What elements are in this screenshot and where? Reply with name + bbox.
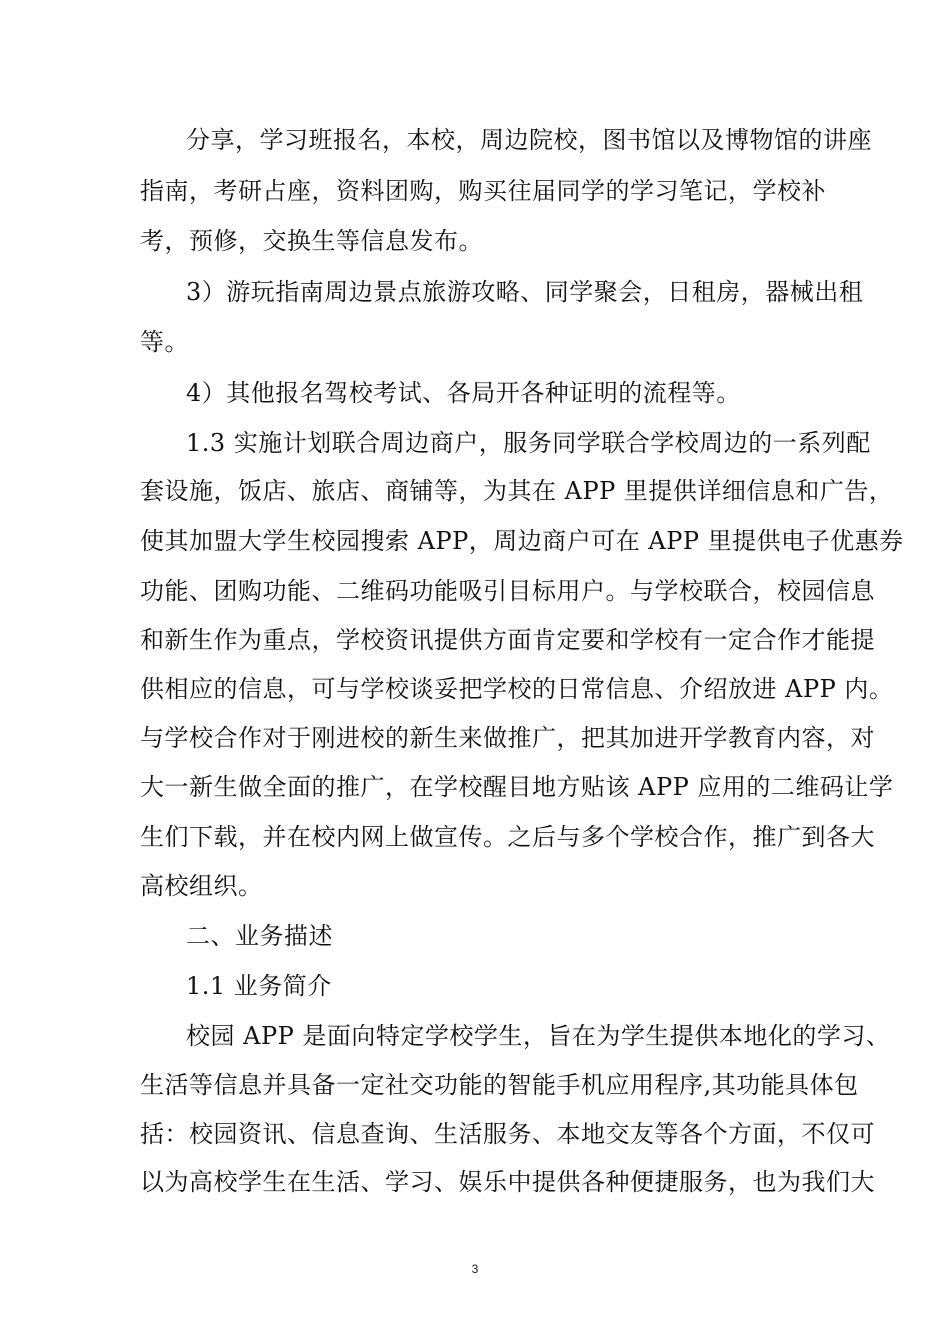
page-number: 3 bbox=[471, 1262, 479, 1276]
text-line-9: 使其加盟大学生校园搜索 APP，周边商户可在 APP 里提供电子优惠券 bbox=[140, 527, 904, 555]
text-line-22: 以为高校学生在生活、学习、娱乐中提供各种便捷服务，也为我们大 bbox=[140, 1168, 875, 1196]
text-line-15: 生们下载，并在校内网上做宣传。之后与多个学校合作，推广到各大 bbox=[140, 823, 875, 851]
text-line-21: 括：校园资讯、信息查询、生活服务、本地交友等各个方面，不仅可 bbox=[140, 1120, 875, 1148]
text-line-3: 考，预修，交换生等信息发布。 bbox=[140, 227, 483, 255]
text-line-1: 分享，学习班报名，本校，周边院校，图书馆以及博物馆的讲座 bbox=[186, 126, 872, 154]
text-line-2: 指南，考研占座，资料团购，购买往届同学的学习笔记，学校补 bbox=[140, 177, 826, 205]
text-line-20: 生活等信息并具备一定社交功能的智能手机应用程序,其功能具体包 bbox=[140, 1071, 859, 1099]
text-line-6: 4）其他报名驾校考试、各局开各种证明的流程等。 bbox=[186, 379, 741, 407]
text-line-16: 高校组织。 bbox=[140, 872, 263, 900]
text-line-5: 等。 bbox=[140, 328, 189, 356]
subsection-heading: 1.1 业务简介 bbox=[186, 972, 332, 1000]
section-heading: 二、业务描述 bbox=[186, 922, 333, 950]
text-line-7: 1.3 实施计划联合周边商户，服务同学联合学校周边的一系列配 bbox=[186, 429, 871, 457]
text-line-4: 3）游玩指南周边景点旅游攻略、同学聚会，日租房，器械出租 bbox=[186, 278, 864, 306]
text-line-8: 套设施，饭店、旅店、商铺等，为其在 APP 里提供详细信息和广告， bbox=[140, 477, 894, 505]
text-line-11: 和新生作为重点，学校资讯提供方面肯定要和学校有一定合作才能提 bbox=[140, 626, 875, 654]
text-line-13: 与学校合作对于刚进校的新生来做推广，把其加进开学教育内容，对 bbox=[140, 724, 875, 752]
text-line-10: 功能、团购功能、二维码功能吸引目标用户。与学校联合，校园信息 bbox=[140, 577, 875, 605]
text-line-19: 校园 APP 是面向特定学校学生，旨在为学生提供本地化的学习、 bbox=[186, 1022, 891, 1050]
text-line-12: 供相应的信息，可与学校谈妥把学校的日常信息、介绍放进 APP 内。 bbox=[140, 675, 894, 703]
text-line-14: 大一新生做全面的推广，在学校醒目地方贴该 APP 应用的二维码让学 bbox=[140, 773, 894, 801]
